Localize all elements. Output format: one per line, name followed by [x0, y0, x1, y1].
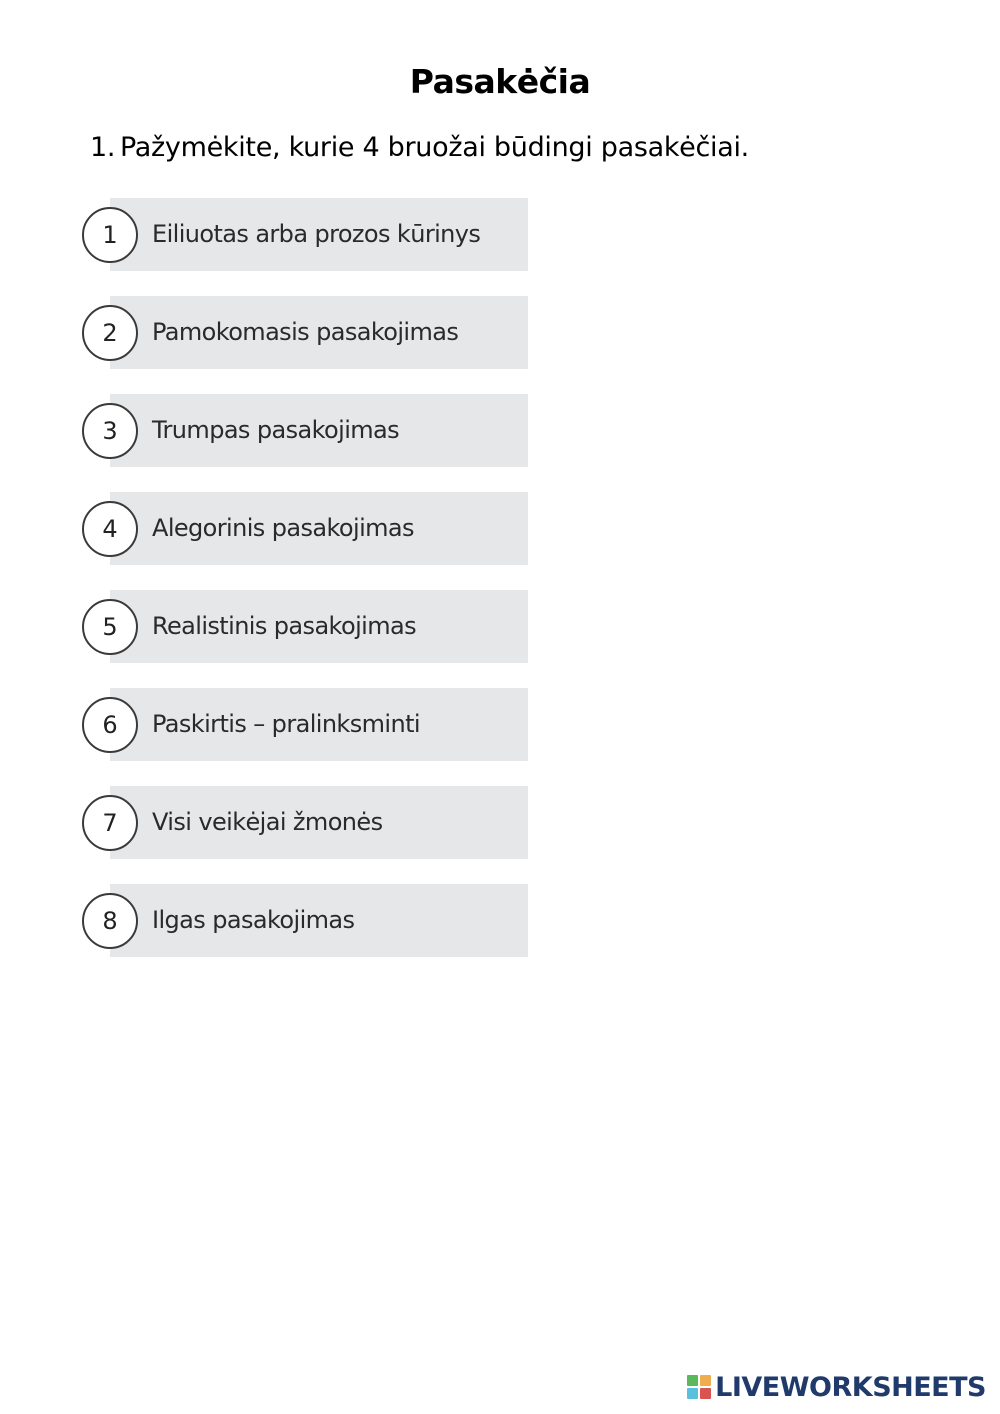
option-number-circle[interactable]: 8 [82, 893, 138, 949]
option-number-circle[interactable]: 5 [82, 599, 138, 655]
question [90, 132, 749, 163]
logo-square [687, 1375, 698, 1386]
option-item[interactable] [82, 688, 529, 761]
option-item[interactable] [82, 296, 529, 369]
option-label: Alegorinis pasakojimas [152, 514, 414, 542]
option-number-circle[interactable]: 4 [82, 501, 138, 557]
question-number: 1. [90, 132, 116, 163]
question-text: Pažymėkite, kurie 4 bruožai būdingi pasakėčiai. [120, 132, 749, 163]
option-item[interactable] [82, 492, 529, 565]
logo-square [700, 1375, 711, 1386]
option-number-circle[interactable]: 7 [82, 795, 138, 851]
option-item[interactable] [82, 590, 529, 663]
option-number-circle[interactable]: 6 [82, 697, 138, 753]
option-item[interactable] [82, 198, 529, 271]
option-number-circle[interactable]: 1 [82, 207, 138, 263]
option-label: Trumpas pasakojimas [152, 416, 400, 444]
option-number-circle[interactable]: 2 [82, 305, 138, 361]
option-item[interactable] [82, 786, 529, 859]
logo-text: LIVEWORKSHEETS [715, 1371, 986, 1403]
logo-square [700, 1388, 711, 1399]
option-label: Pamokomasis pasakojimas [152, 318, 459, 346]
options-list [82, 198, 529, 982]
option-label: Visi veikėjai žmonės [152, 808, 383, 836]
page-title: Pasakėčia [409, 62, 591, 101]
option-label: Ilgas pasakojimas [152, 906, 355, 934]
option-item[interactable] [82, 884, 529, 957]
option-label: Realistinis pasakojimas [152, 612, 417, 640]
liveworksheets-logo [687, 1370, 986, 1404]
logo-mark-icon [687, 1375, 711, 1399]
option-label: Paskirtis – pralinksminti [152, 710, 420, 738]
option-label: Eiliuotas arba prozos kūrinys [152, 220, 481, 248]
option-item[interactable] [82, 394, 529, 467]
option-number-circle[interactable]: 3 [82, 403, 138, 459]
logo-square [687, 1388, 698, 1399]
